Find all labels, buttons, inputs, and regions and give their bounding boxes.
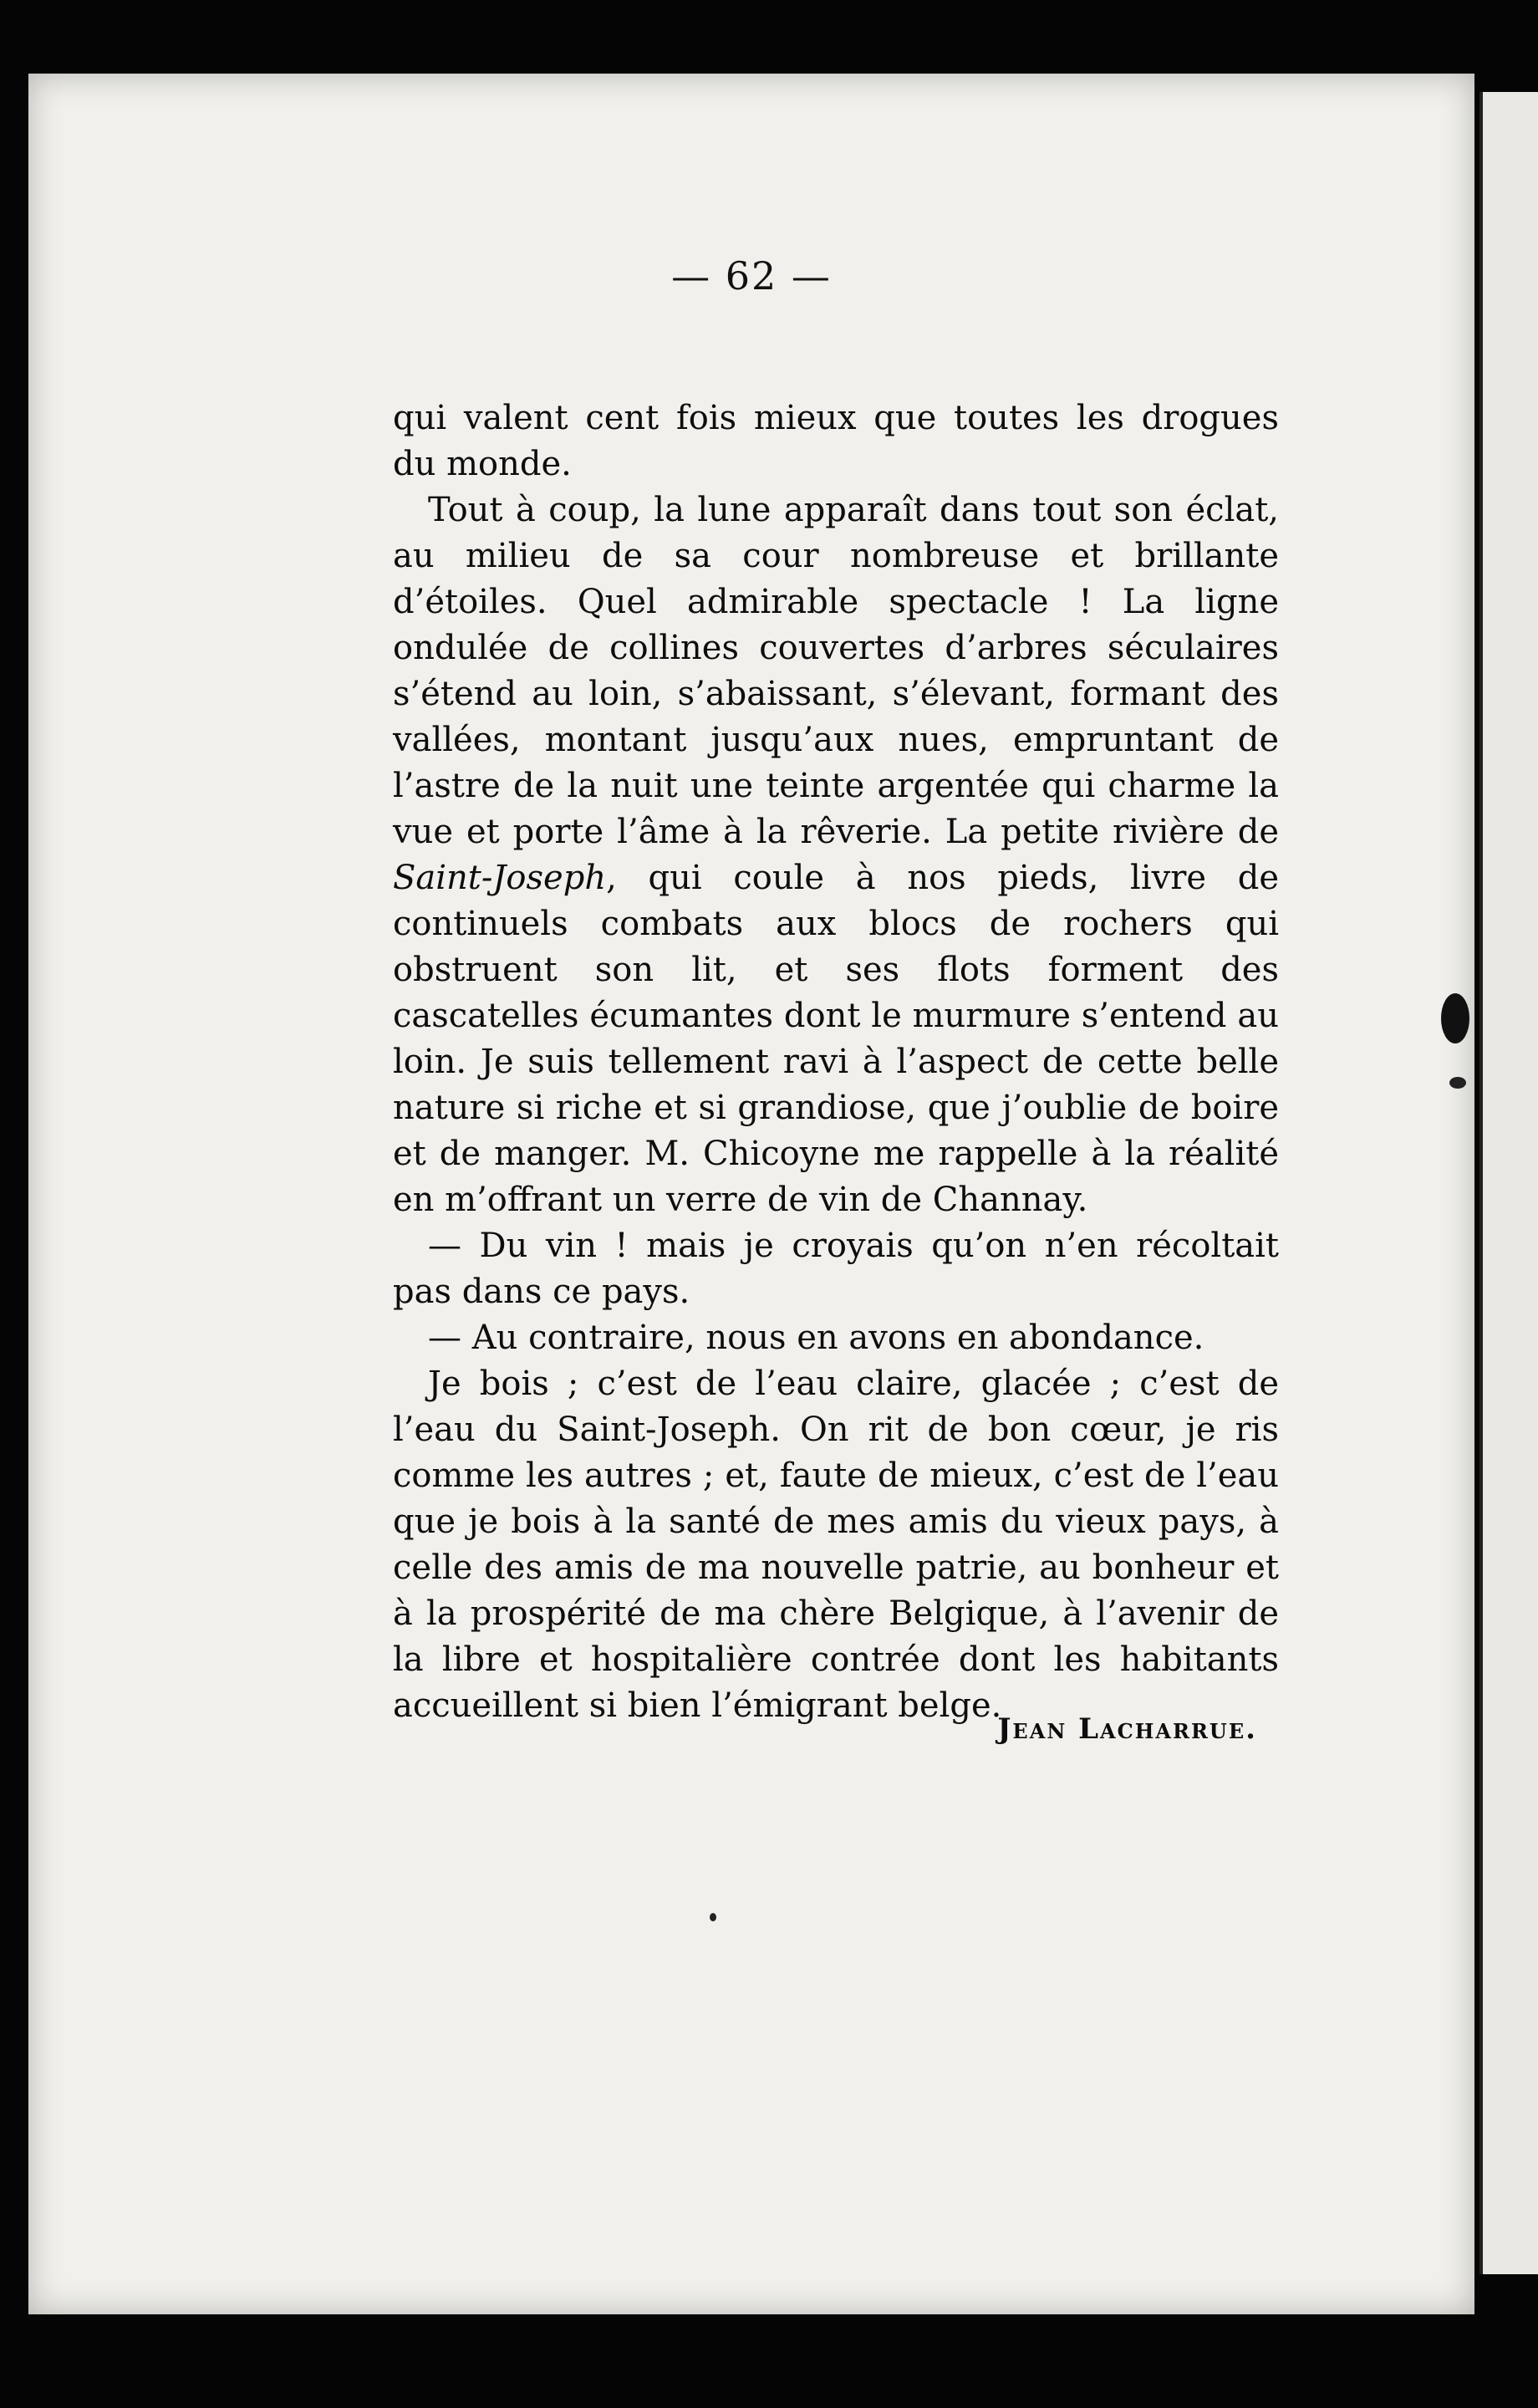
page-body [393, 395, 1279, 1729]
page-number: — 62 — [671, 253, 832, 298]
author-signature: Jean Lacharrue. [997, 1712, 1257, 1746]
paragraph-1: qui valent cent fois mieux que toutes les drogues du monde. [393, 399, 1279, 483]
paragraph-3: — Du vin ! mais je croyais qu’on n’en récoltait pas dans ce pays. [393, 1227, 1279, 1311]
ink-speck [1441, 993, 1469, 1043]
ink-speck [1449, 1077, 1466, 1089]
paragraph-2-start: Tout à coup, la lune apparaît dans tout son éclat, au milieu de sa cour nombreuse et brillante d’étoiles. Quel admirable spectacle ! La ligne ondulée de collines couvertes d’arbres séculaires s’étend au loin, s’abaissant, s’élevant, formant des vallées, montant jusqu’aux nues, empruntant de l’astre de la nuit une teinte argentée qui charme la vue et porte l’âme à la rêverie. La petite rivière de [393, 491, 1279, 851]
paragraph-2 [393, 487, 1279, 1223]
paragraph-2-end: , qui coule à nos pieds, livre de continuels combats aux blocs de rochers qui obstruent son lit, et ses flots forment des cascatelles écumantes dont le murmure s’entend au loin. Je suis tellement ravi à l’aspect de cette belle nature si riche et si grandiose, que j’oublie de boire et de manger. M. Chicoyne me rappelle à la réalité en m’offrant un verre de vin de Channay. [393, 859, 1279, 1219]
paragraph-5: Je bois ; c’est de l’eau claire, glacée ; c’est de l’eau du Saint-Joseph. On rit de bon cœur, je ris comme les autres ; et, faute de mieux, c’est de l’eau que je bois à la santé de mes amis du vieux pays, à celle des amis de ma nouvelle patrie, au bonheur et à la prospérité de ma chère Belgique, à l’avenir de la libre et hospitalière contrée dont les habitants accueillent si bien l’émigrant belge. [393, 1365, 1279, 1725]
ink-speck [710, 1913, 716, 1921]
adjacent-page-edge [1479, 92, 1538, 2274]
paragraph-2-italic: Saint-Joseph [393, 859, 607, 897]
paragraph-4: — Au contraire, nous en avons en abondance. [428, 1319, 1204, 1357]
book-page [28, 74, 1474, 2314]
